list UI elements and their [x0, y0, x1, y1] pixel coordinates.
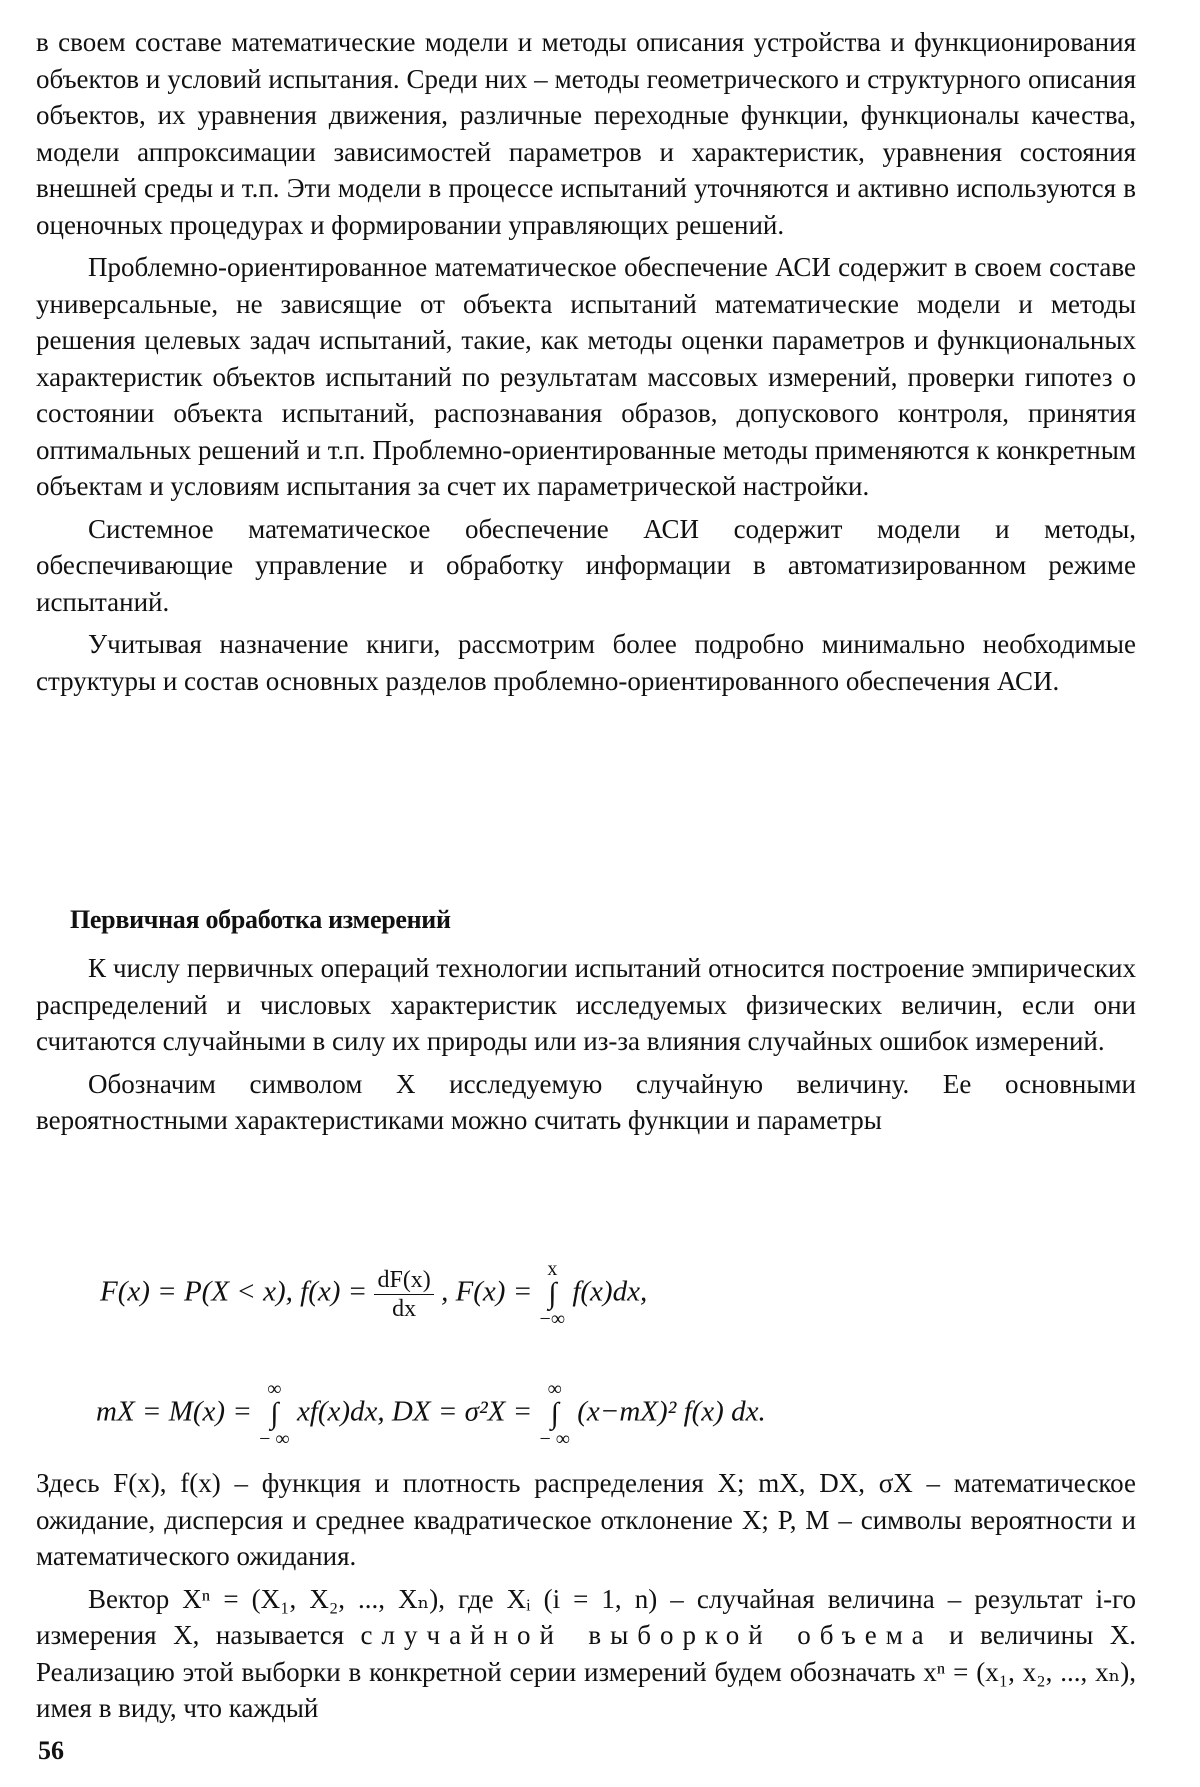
section-title: Первичная обработка измерений [70, 905, 451, 934]
paragraph-system: Системное математическое обеспечение АСИ содержит модели и методы, обеспечивающие управление и обработку информации в автоматизированном режиме испытаний. [36, 513, 1136, 617]
integral-sign-icon: ∫ [548, 1277, 557, 1310]
formula2-int2-lower: − ∞ [539, 1428, 570, 1450]
formula1-integral [540, 1258, 566, 1330]
paragraph-problem-oriented: Проблемно-ориентированное математическое обеспечение АСИ содержит в своем составе универсальные, не зависящие от объекта испытаний математические модели и методы решения целевых задач испытаний, такие, как методы оценки параметров и функциональных характеристик объектов испытаний по результатам массовых измерений, проверки гипотез о состоянии объекта испытаний, распознавания образов, допускового контроля, принятия оптимальных решений и т.п. Проблемно-ориентированные методы применяются к конкретным объектам и условиям испытания за счет их параметрической настройки. [36, 252, 1136, 501]
formula2-int2-upper: ∞ [547, 1378, 562, 1400]
formula2-mid: xf(x)dx, DX = σ²X = [296, 1395, 533, 1428]
integral-sign-icon: ∫ [270, 1397, 279, 1430]
paragraph-random-variable: Обозначим символом X исследуемую случайную величину. Ее основными вероятностными характеристиками можно считать функции и параметры [36, 1068, 1136, 1135]
paragraph-intro: в своем составе математические модели и методы описания устройства и функционирования объектов и условий испытания. Среди них – методы геометрического и структурного описания объектов, их уравнения движения, различные переходные функции, функционалы качества, модели аппроксимации зависимостей параметров и характеристик, уравнения состояния внешней среды и т.п. Эти модели в процессе испытаний уточняются и активно используются в оценочных процедурах и формировании управляющих решений. [36, 27, 1136, 240]
text-block-top [36, 24, 1136, 705]
formula-moments [96, 1378, 766, 1450]
formula-distribution [100, 1258, 647, 1330]
paragraph-structure: Учитывая назначение книги, рассмотрим более подробно минимально необходимые структуры и состав основных разделов проблемно-ориентированного обеспечения АСИ. [36, 629, 1136, 696]
formula2-int1-lower: − ∞ [259, 1428, 290, 1450]
formula2-int1-upper: ∞ [267, 1378, 282, 1400]
sample-term-spaced: случайной выборкой объема [360, 1620, 933, 1650]
text-block-bottom [36, 1465, 1136, 1733]
paragraph-sample [36, 1581, 1136, 1727]
formula2-left: mX = M(x) = [96, 1395, 252, 1428]
formula1-mid: , F(x) = [441, 1275, 533, 1308]
formula1-left: F(x) = P(X < x), f(x) = [100, 1275, 368, 1308]
formula2-integral-1 [259, 1378, 290, 1450]
formula1-int-upper: x [547, 1258, 558, 1280]
formula1-denominator: dx [392, 1295, 417, 1322]
sample-text-end: и величины X. Реализацию этой выборки в конкретной серии измерений будем обозначать xⁿ = (x₁, x₂, ..., xₙ), имея в виду, что каждый [36, 1620, 1136, 1723]
formula1-int-lower: −∞ [539, 1308, 566, 1330]
formula2-right: (x−mX)² f(x) dx. [577, 1395, 766, 1428]
page-number: 56 [38, 1736, 64, 1765]
paragraph-primary-ops: К числу первичных операций технологии испытаний относится построение эмпирических распределений и числовых характеристик исследуемых физических величин, если они считаются случайными в силу их природы или из-за влияния случайных ошибок измерений. [36, 953, 1136, 1056]
sample-text-start: Вектор Xⁿ = (X₁, X₂, ..., Xₙ), где Xᵢ (i = 1, n) – случайная величина – результат i-го измерения X, называется [36, 1583, 1136, 1650]
formula1-fraction [374, 1266, 433, 1323]
formula2-integral-2 [539, 1378, 570, 1450]
formula1-numerator: dF(x) [374, 1266, 433, 1295]
integral-sign-icon: ∫ [550, 1397, 559, 1430]
text-block-middle [36, 950, 1136, 1145]
paragraph-notation: Здесь F(x), f(x) – функция и плотность распределения X; mX, DX, σX – математическое ожидание, дисперсия и среднее квадратическое отклонение X; P, M – символы вероятности и математического ожидания. [36, 1468, 1136, 1571]
formula1-right: f(x)dx, [572, 1275, 648, 1308]
